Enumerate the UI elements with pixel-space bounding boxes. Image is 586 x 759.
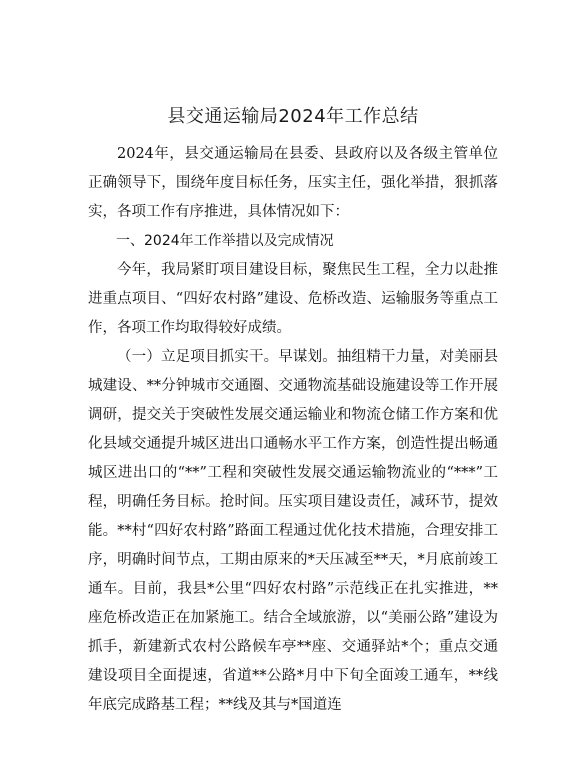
section-heading: 一、2024年工作举措以及完成情况 [116, 233, 334, 249]
intro-paragraph: 2024年，县交通运输局在县委、县政府以及各级主管单位正确领导下，围绕年度目标任务，压实主任，强化举措，狠抓落实，各项工作有序推进，具体情况如下： [88, 146, 498, 220]
summary-paragraph: 今年，我局紧盯项目建设目标，聚焦民生工程，全力以赴推进重点项目、“四好农村路”建设、危桥改造、运输服务等重点工作，各项工作均取得较好成绩。 [88, 262, 498, 336]
project-paragraph: （一）立足项目抓实干。早谋划。抽组精干力量，对美丽县城建设、**分钟城市交通圈、交通物流基础设施建设等工作开展调研，提交关于突破性发展交通运输业和物流仓储工作方案和优化县域交通提升城区进出口通畅水平工作方案，创造性提出畅通城区进出口的“**”工程和突破性发展交通运输物流业的“***”工程，明确任务目标。抢时间。压实项目建设责任，减环节，提效能。**村“四好农村路”路面工程通过优化技术措施，合理安排工序，明确时间节点，工期由原来的*天压减至**天，*月底前竣工通车。目前，我县*公里“四好农村路”示范线正在扎实推进，**座危桥改造正在加紧施工。结合全域旅游，以“美丽公路”建设为抓手，新建新式农村公路候车亭**座、交通驿站*个；重点交通建设项目全面提速，省道**公路*月中下旬全面竣工通车，**线年底完成路基工程；**线及其与*国道连 [88, 349, 498, 713]
document-title: 县交通运输局2024年工作总结 [167, 106, 419, 127]
